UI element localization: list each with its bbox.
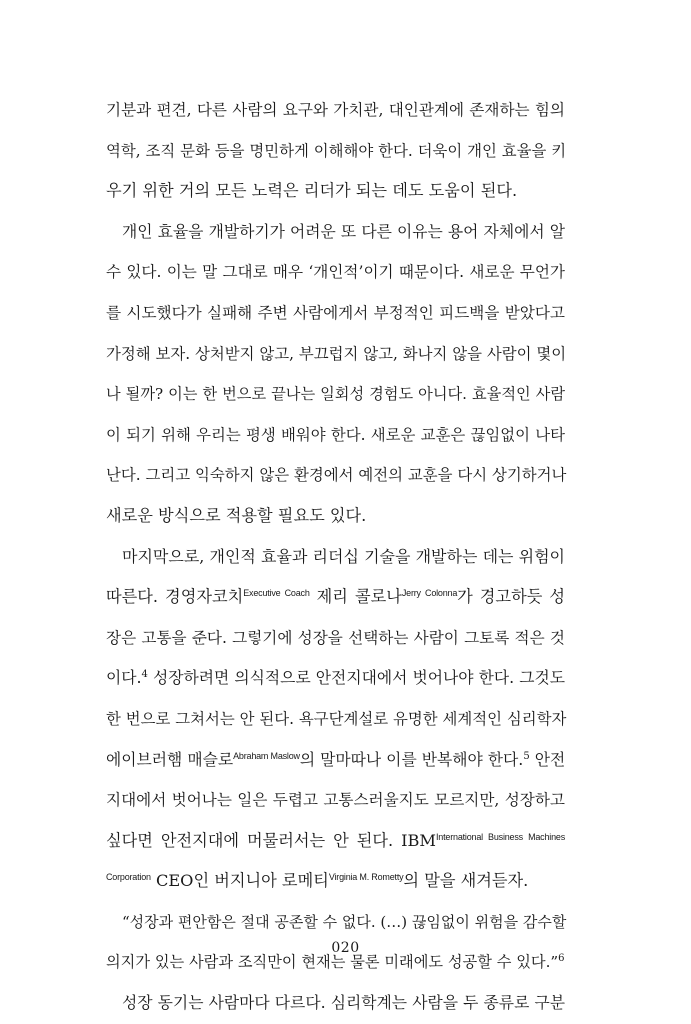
text-line — [106, 212, 565, 253]
quote-line — [106, 902, 565, 943]
text-line — [106, 171, 565, 212]
text-segment: 기분과 편견, 다른 사람의 요구와 가치관, 대인관계에 존재하는 힘의 — [106, 101, 565, 119]
text-segment: 제리 콜로나 — [309, 587, 402, 607]
text-line — [106, 983, 565, 1024]
text-segment: 한 번으로 그쳐서는 안 된다. 욕구단계설로 유명한 세계적인 심리학자 — [106, 709, 567, 728]
gloss-abraham-maslow: Abraham Maslow — [233, 750, 300, 761]
gloss-ibm-full-name: International Business Machines — [436, 831, 565, 842]
text-segment: 장은 고통을 준다. 그렇기에 성장을 선택하는 사람이 그토록 적은 것 — [106, 628, 565, 647]
text-segment: 역학, 조직 문화 등을 명민하게 이해해야 한다. 더욱이 개인 효율을 키 — [106, 141, 567, 160]
text-segment: 이다. — [106, 668, 142, 688]
text-segment: 나 될까? 이는 한 번으로 끝나는 일회성 경험도 아니다. 효율적인 사람 — [106, 385, 565, 404]
text-segment: 의지가 있는 사람과 조직만이 현재는 물론 미래에도 성공할 수 있다.” — [106, 953, 559, 972]
text-line — [106, 780, 565, 821]
text-segment: CEO인 버지니아 로메티 — [155, 871, 329, 891]
gloss-virginia-rometty: Virginia M. Rometty — [328, 872, 404, 883]
text-line — [106, 293, 565, 334]
page-number: 020 — [331, 940, 360, 956]
text-segment: 우기 위한 거의 모든 노력은 리더가 되는 데도 도움이 된다. — [106, 181, 518, 201]
text-segment: 지대에서 벗어나는 일은 두렵고 고통스러울지도 모르지만, 성장하고 — [106, 791, 565, 810]
text-segment: 의 말마따나 이를 반복해야 한다. — [299, 749, 524, 769]
text-line — [106, 455, 565, 496]
text-line — [106, 415, 565, 456]
text-line — [106, 374, 565, 415]
text-segment: 가 경고하듯 성 — [457, 587, 565, 607]
text-line — [106, 821, 565, 862]
text-line — [106, 131, 565, 172]
body-text — [106, 90, 565, 1024]
text-segment: 난다. 그리고 익숙하지 않은 환경에서 예전의 교훈을 다시 상기하거나 — [106, 466, 567, 485]
text-segment: 개인 효율을 개발하기가 어려운 또 다른 이유는 용어 자체에서 알 — [122, 221, 565, 241]
text-segment: 싶다면 안전지대에 머물러서는 안 된다. IBM — [106, 830, 436, 850]
text-segment: 가정해 보자. 상처받지 않고, 부끄럽지 않고, 화나지 않을 사람이 몇이 — [106, 344, 567, 363]
footnote-ref-4: 4 — [141, 669, 148, 681]
text-line — [106, 537, 565, 578]
gloss-jerry-colonna: Jerry Colonna — [401, 588, 458, 599]
text-line — [106, 90, 565, 131]
text-line — [106, 577, 565, 618]
text-segment: “성장과 편안함은 절대 공존할 수 없다. (…) 끊임없이 위험을 감수할 — [122, 912, 567, 931]
text-line — [106, 699, 565, 740]
text-segment: 성장 동기는 사람마다 다르다. 심리학계는 사람을 두 종류로 구분 — [122, 993, 565, 1013]
text-segment: 마지막으로, 개인적 효율과 리더십 기술을 개발하는 데는 위험이 — [122, 546, 565, 566]
text-segment: 의 말을 새겨듣자. — [403, 871, 529, 891]
text-segment: 성장하려면 의식적으로 안전지대에서 벗어나야 한다. 그것도 — [147, 668, 565, 688]
text-line — [106, 618, 565, 659]
text-segment: 새로운 방식으로 적용할 필요도 있다. — [106, 505, 367, 525]
text-line — [106, 658, 565, 699]
text-line — [106, 334, 565, 375]
text-line — [106, 861, 565, 902]
text-segment: 따른다. 경영자코치 — [106, 587, 244, 607]
text-segment: 수 있다. 이는 말 그대로 매우 ‘개인적’이기 때문이다. 새로운 무언가 — [106, 263, 565, 282]
text-line — [106, 740, 565, 781]
text-segment: 이 되기 위해 우리는 평생 배워야 한다. 새로운 교훈은 끊임없이 나타 — [106, 425, 565, 444]
text-line — [106, 252, 565, 293]
footnote-ref-6: 6 — [558, 953, 565, 965]
gloss-ibm-corporation: Corporation — [106, 872, 151, 883]
text-segment: 에이브러햄 매슬로 — [106, 749, 234, 769]
gloss-executive-coach: Executive Coach — [243, 588, 310, 599]
text-line — [106, 496, 565, 537]
footnote-ref-5: 5 — [523, 750, 530, 762]
text-segment: 안전 — [529, 749, 566, 769]
text-segment: 를 시도했다가 실패해 주변 사람에게서 부정적인 피드백을 받았다고 — [106, 303, 565, 322]
